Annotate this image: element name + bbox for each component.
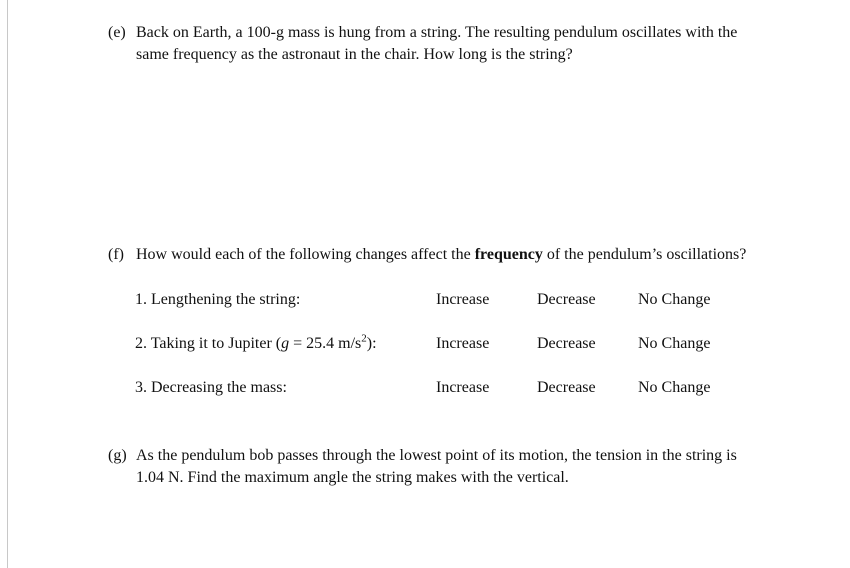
change-item-2-suffix: ): [366, 335, 377, 352]
question-g [108, 445, 808, 495]
question-g-label: (g) [108, 447, 127, 464]
change-item-2-prefix: 2. Taking it to Jupiter ( [135, 335, 282, 352]
page-left-border [7, 0, 8, 568]
question-e-line-1: Back on Earth, a 100-g mass is hung from a string. The resulting pendulum oscillates with the [136, 24, 738, 41]
question-f [108, 244, 808, 268]
question-g-text [136, 445, 737, 489]
option-increase-3[interactable]: Increase [436, 379, 490, 396]
question-e [108, 22, 808, 72]
option-no-change-3[interactable]: No Change [638, 379, 711, 396]
question-f-prefix: How would each of the following changes affect the [136, 246, 475, 263]
change-row-2 [0, 333, 850, 357]
option-increase-2[interactable]: Increase [436, 335, 490, 352]
change-item-2-mid: = 25.4 m/s [289, 335, 362, 352]
question-f-label: (f) [108, 246, 124, 263]
option-decrease-1[interactable]: Decrease [537, 291, 596, 308]
question-e-text [136, 22, 737, 66]
option-decrease-3[interactable]: Decrease [537, 379, 596, 396]
question-f-suffix: of the pendulum’s oscillations? [542, 246, 747, 263]
question-f-text [136, 244, 746, 266]
option-no-change-2[interactable]: No Change [638, 335, 711, 352]
change-item-3: 3. Decreasing the mass: [135, 379, 287, 396]
change-row-3 [0, 377, 850, 401]
option-increase-1[interactable]: Increase [436, 291, 490, 308]
change-row-1 [0, 289, 850, 313]
question-e-line-2: same frequency as the astronaut in the chair. How long is the string? [136, 46, 573, 63]
question-g-line-2: 1.04 N. Find the maximum angle the string makes with the vertical. [136, 469, 569, 486]
question-f-emphasis: frequency [474, 246, 543, 263]
question-g-line-1: As the pendulum bob passes through the lowest point of its motion, the tension in the string is [136, 447, 737, 464]
change-item-1: 1. Lengthening the string: [135, 291, 301, 308]
option-decrease-2[interactable]: Decrease [537, 335, 596, 352]
change-item-2 [135, 333, 377, 355]
change-item-2-g: g [281, 335, 290, 352]
change-item-2-sup: 2 [361, 332, 367, 345]
option-no-change-1[interactable]: No Change [638, 291, 711, 308]
question-e-label: (e) [108, 24, 126, 41]
